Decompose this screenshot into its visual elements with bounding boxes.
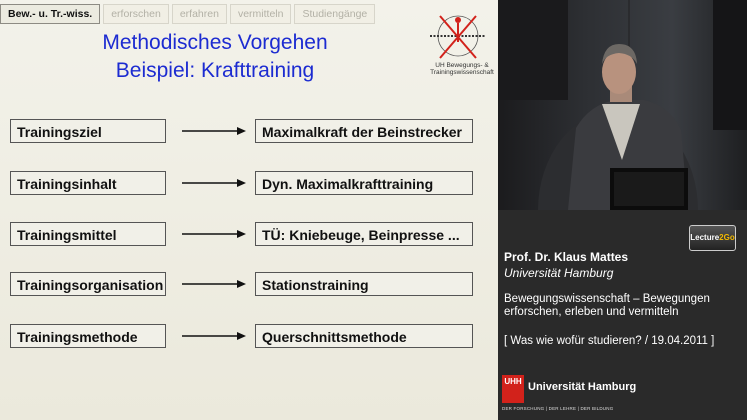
slide-title: Methodisches Vorgehen bbox=[102, 31, 328, 54]
row-5-left-box: Trainingsmethode bbox=[10, 324, 166, 348]
row-4-right-box: Stationstraining bbox=[255, 272, 473, 296]
lecture-info bbox=[498, 210, 747, 420]
lecture2go-logo[interactable] bbox=[689, 225, 736, 251]
arrow-right-icon bbox=[180, 126, 246, 136]
arrow-right-icon bbox=[180, 229, 246, 239]
row-4-left-box: Trainingsorganisation bbox=[10, 272, 166, 296]
course-title-line1: Bewegungswissenschaft – Bewegungen bbox=[504, 293, 710, 305]
lecture2go-logo-go: 2Go bbox=[719, 233, 735, 242]
uhh-name: Universität Hamburg bbox=[528, 381, 637, 393]
row-2-right-box: Dyn. Maximalkrafttraining bbox=[255, 171, 473, 195]
logo-caption-line1: UH Bewegungs- & bbox=[435, 62, 489, 69]
speaker-video-frame bbox=[498, 0, 747, 210]
tab-studiengaenge[interactable]: Studiengänge bbox=[294, 4, 375, 24]
tab-vermitteln[interactable]: vermitteln bbox=[230, 4, 292, 24]
course-title-line2: erforschen, erleben und vermitteln bbox=[504, 306, 679, 318]
slide-subtitle: Beispiel: Krafttraining bbox=[115, 59, 315, 82]
arrow-right-icon bbox=[180, 279, 246, 289]
row-1-right-box: Maximalkraft der Beinstrecker bbox=[255, 119, 473, 143]
logo-caption-line2: Trainingswissenschaft bbox=[430, 69, 494, 76]
lecture-meta: [ Was wie wofür studieren? / 19.04.2011 ] bbox=[504, 335, 715, 347]
tab-bew-tr-wiss[interactable]: Bew.- u. Tr.-wiss. bbox=[0, 4, 100, 24]
arrow-right-icon bbox=[180, 178, 246, 188]
row-3-right-box: TÜ: Kniebeuge, Beinpresse ... bbox=[255, 222, 473, 246]
uhh-logo-icon: UHH bbox=[502, 375, 524, 403]
tab-erforschen[interactable]: erforschen bbox=[103, 4, 169, 24]
slide-nav-tabs bbox=[0, 4, 375, 24]
row-1-left-box: Trainingsziel bbox=[10, 119, 166, 143]
row-5-right-box: Querschnittsmethode bbox=[255, 324, 473, 348]
university-name: Universität Hamburg bbox=[504, 266, 614, 280]
row-2-left-box: Trainingsinhalt bbox=[10, 171, 166, 195]
arrow-right-icon bbox=[180, 331, 246, 341]
presenter-panel bbox=[498, 0, 747, 420]
professor-name: Prof. Dr. Klaus Mattes bbox=[504, 250, 629, 264]
lecture2go-logo-text: Lecture bbox=[690, 233, 720, 242]
row-3-left-box: Trainingsmittel bbox=[10, 222, 166, 246]
tab-erfahren[interactable]: erfahren bbox=[172, 4, 227, 24]
speaker-video[interactable] bbox=[498, 0, 747, 210]
course-title bbox=[504, 293, 742, 319]
uhh-tagline: DER FORSCHUNG | DER LEHRE | DER BILDUNG bbox=[502, 406, 614, 411]
logo-caption bbox=[424, 62, 500, 76]
